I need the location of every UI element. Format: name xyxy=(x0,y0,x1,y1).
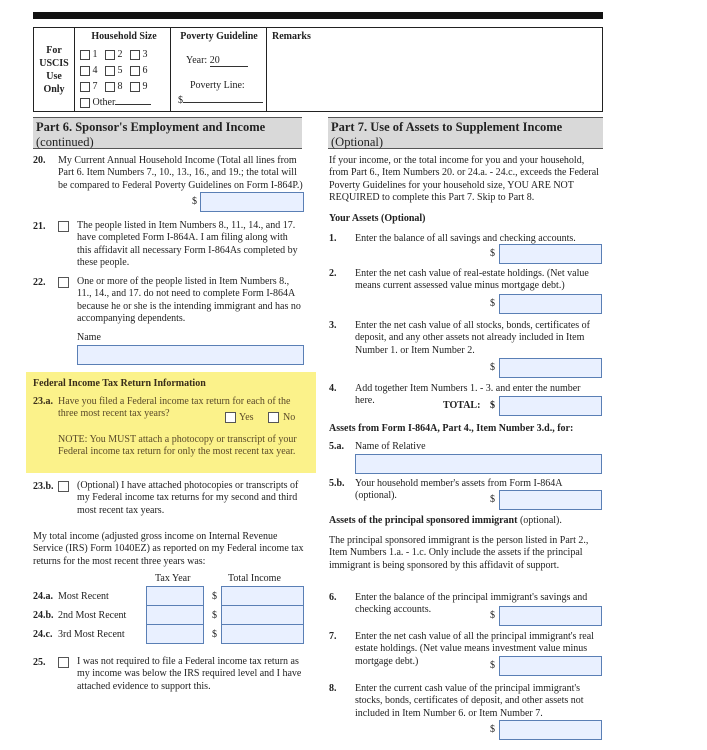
dollar-sign: $ xyxy=(490,298,495,309)
relative-name-field[interactable] xyxy=(355,454,602,474)
item7-number: 7. xyxy=(329,631,337,642)
item5a-text: Name of Relative xyxy=(355,441,426,452)
household-member-assets-field[interactable] xyxy=(499,490,602,510)
item22-checkbox[interactable] xyxy=(58,277,69,288)
item21-checkbox[interactable] xyxy=(58,221,69,232)
yes-checkbox[interactable] xyxy=(225,412,236,423)
part7-header xyxy=(328,117,603,149)
size-4-checkbox[interactable] xyxy=(80,66,90,76)
principal-assets-header: Assets of the principal sponsored immigrant (optional). xyxy=(329,515,562,526)
item5a-number: 5.a. xyxy=(329,441,344,452)
name-label: Name xyxy=(77,332,101,343)
size-7-checkbox[interactable] xyxy=(80,82,90,92)
item5b-number: 5.b. xyxy=(329,478,345,489)
size-1-checkbox[interactable] xyxy=(80,50,90,60)
item22-number: 22. xyxy=(33,277,46,288)
household-size-header: Household Size xyxy=(91,31,157,42)
item24c-number: 24.c. xyxy=(33,629,53,640)
income-most-recent-field[interactable] xyxy=(221,586,304,606)
item1-number: 1. xyxy=(329,233,337,244)
poverty-line-label: Poverty Line: xyxy=(190,80,245,91)
poverty-line-field[interactable]: $ xyxy=(178,95,263,106)
item22-text: One or more of the people listed in Item Numbers 8., 11., 14., and 17. do not need to complete Form I-864A because he or she is the intending immigrant and has no accompanying dependents. xyxy=(77,276,301,324)
household-income-field[interactable] xyxy=(200,192,304,212)
item20-text: My Current Annual Household Income (Total all lines from Part 6. Item Numbers 7., 10., 13., 16., and 19.; the total will be compared to Federal Poverty Guidelines on Form I-864P.) xyxy=(58,155,303,191)
item1-text: Enter the balance of all savings and checking accounts. xyxy=(355,233,576,244)
tax-note: NOTE: You MUST attach a photocopy or transcript of your Federal income tax return for only the most recent tax year. xyxy=(58,434,297,458)
item25-checkbox[interactable] xyxy=(58,657,69,668)
income-3rd-recent-field[interactable] xyxy=(221,624,304,644)
size-5-checkbox[interactable] xyxy=(105,66,115,76)
no-checkbox[interactable] xyxy=(268,412,279,423)
dollar-sign: $ xyxy=(212,629,217,640)
for-uscis-use-only-label: For USCIS Use Only xyxy=(39,45,69,95)
item23b-checkbox[interactable] xyxy=(58,481,69,492)
savings-checking-field[interactable] xyxy=(499,244,602,264)
dollar-sign: $ xyxy=(212,610,217,621)
item4-text: Add together Item Numbers 1. - 3. and enter the number here. xyxy=(355,383,581,407)
principal-real-estate-field[interactable] xyxy=(499,656,602,676)
item25-text: I was not required to file a Federal income tax return as my income was below the IRS required level and I have attached evidence to support this. xyxy=(77,656,302,692)
total-income-column-header: Total Income xyxy=(228,573,281,584)
item6-number: 6. xyxy=(329,592,337,603)
principal-stocks-field[interactable] xyxy=(499,720,602,740)
year-label: Year: 20 xyxy=(186,55,248,67)
item23b-number: 23.b. xyxy=(33,481,54,492)
your-assets-header: Your Assets (Optional) xyxy=(329,213,426,224)
item3-number: 3. xyxy=(329,320,337,331)
item8-text: Enter the current cash value of the principal immigrant's stocks, bonds, certificates of deposit, and other assets not included in Item Number 6. or Item Number 7. xyxy=(355,683,584,719)
item24b-number: 24.b. xyxy=(33,610,54,621)
part6-subtitle: (continued) xyxy=(36,135,94,149)
item5b-text: Your household member's assets from Form I-864A (optional). xyxy=(355,478,562,502)
item24a-number: 24.a. xyxy=(33,591,53,602)
item8-number: 8. xyxy=(329,683,337,694)
size-3-checkbox[interactable] xyxy=(130,50,140,60)
item3-text: Enter the net cash value of all stocks, bonds, certificates of deposit, and any other assets not already included in Item Number 1. or Item Number 2. xyxy=(355,320,590,356)
no-label: No xyxy=(283,412,296,423)
dollar-sign: $ xyxy=(490,610,495,621)
item24c-label: 3rd Most Recent xyxy=(58,629,125,640)
item2-text: Enter the net cash value of real-estate holdings. (Net value means current assessed value minus mortgage debt.) xyxy=(355,268,589,292)
tax-year-most-recent-field[interactable] xyxy=(146,586,204,606)
dollar-sign: $ xyxy=(192,196,197,207)
header-bar xyxy=(33,12,603,19)
size-other-checkbox[interactable] xyxy=(80,98,90,108)
part7-intro: If your income, or the total income for you and your household, from Part 6., Item Numbers 20. or 24.a. - 24.c., exceeds the Federal Poverty Guidelines for your household size, YOU ARE NOT REQUIRED to complete this Part 7. Skip to Part 8. xyxy=(329,155,599,203)
part7-title: Part 7. Use of Assets to Supplement Income xyxy=(331,120,563,134)
total-assets-field[interactable] xyxy=(499,396,602,416)
part6-title: Part 6. Sponsor's Employment and Income xyxy=(36,120,266,134)
dollar-sign: $ xyxy=(490,494,495,505)
item23a-number: 23.a. xyxy=(33,396,53,407)
item23b-text: (Optional) I have attached photocopies or transcripts of my Federal income tax returns for my second and third most recent tax years. xyxy=(77,480,299,516)
item7-text: Enter the net cash value of all the principal immigrant's real estate holdings. (Net value means investment value minus mortgage debt.) xyxy=(355,631,594,667)
part7-subtitle: (Optional) xyxy=(331,135,384,149)
item2-number: 2. xyxy=(329,268,337,279)
total-income-text: My total income (adjusted gross income on Internal Revenue Service (IRS) Form 1040EZ) as reported on my Federal income tax returns for the most recent three years was: xyxy=(33,531,304,567)
item25-number: 25. xyxy=(33,657,46,668)
year-field[interactable]: 20 xyxy=(210,55,248,67)
dollar-sign: $ xyxy=(490,248,495,259)
dollar-sign: $ xyxy=(490,724,495,735)
dollar-sign: $ xyxy=(490,362,495,373)
tax-year-3rd-recent-field[interactable] xyxy=(146,624,204,644)
uscis-use-box xyxy=(33,27,603,112)
item4-number: 4. xyxy=(329,383,337,394)
tax-year-column-header: Tax Year xyxy=(155,573,191,584)
dollar-sign: $ xyxy=(490,660,495,671)
size-2-checkbox[interactable] xyxy=(105,50,115,60)
stocks-bonds-field[interactable] xyxy=(499,358,602,378)
principal-intro: The principal sponsored immigrant is the person listed in Part 2., Item Numbers 1.a. - 1.c. Only include the assets if the principal immigrant is being sponsored by this affidavit of support. xyxy=(329,535,589,571)
yes-label: Yes xyxy=(239,412,254,423)
assets-864a-header: Assets from Form I-864A, Part 4., Item Number 3.d., for: xyxy=(329,423,574,434)
tax-return-header: Federal Income Tax Return Information xyxy=(33,378,206,389)
item20-number: 20. xyxy=(33,155,46,166)
principal-savings-field[interactable] xyxy=(499,606,602,626)
household-size-options: 1 2 3 4 5 6 7 8 9 Other xyxy=(80,47,170,111)
item6-text: Enter the balance of the principal immigrant's savings and checking accounts. xyxy=(355,592,588,616)
poverty-guideline-header: Poverty Guideline xyxy=(180,31,258,42)
dollar-sign: $ xyxy=(212,591,217,602)
tax-year-2nd-recent-field[interactable] xyxy=(146,605,204,625)
total-label: TOTAL: xyxy=(443,400,481,411)
item24a-label: Most Recent xyxy=(58,591,109,602)
size-9-checkbox[interactable] xyxy=(130,82,140,92)
item21-number: 21. xyxy=(33,221,46,232)
name-field[interactable] xyxy=(77,345,304,365)
size-8-checkbox[interactable] xyxy=(105,82,115,92)
income-2nd-recent-field[interactable] xyxy=(221,605,304,625)
item21-text: The people listed in Item Numbers 8., 11., 14., and 17. have completed Form I-864A. I am filing along with this affidavit all necessary Form I-864As completed by these people. xyxy=(77,220,298,268)
dollar-sign: $ xyxy=(490,400,495,411)
real-estate-field[interactable] xyxy=(499,294,602,314)
size-6-checkbox[interactable] xyxy=(130,66,140,76)
remarks-header: Remarks xyxy=(272,31,311,42)
item23a-text: Have you filed a Federal income tax return for each of the three most recent tax years? xyxy=(58,396,291,420)
item24b-label: 2nd Most Recent xyxy=(58,610,127,621)
part6-header xyxy=(33,117,302,149)
